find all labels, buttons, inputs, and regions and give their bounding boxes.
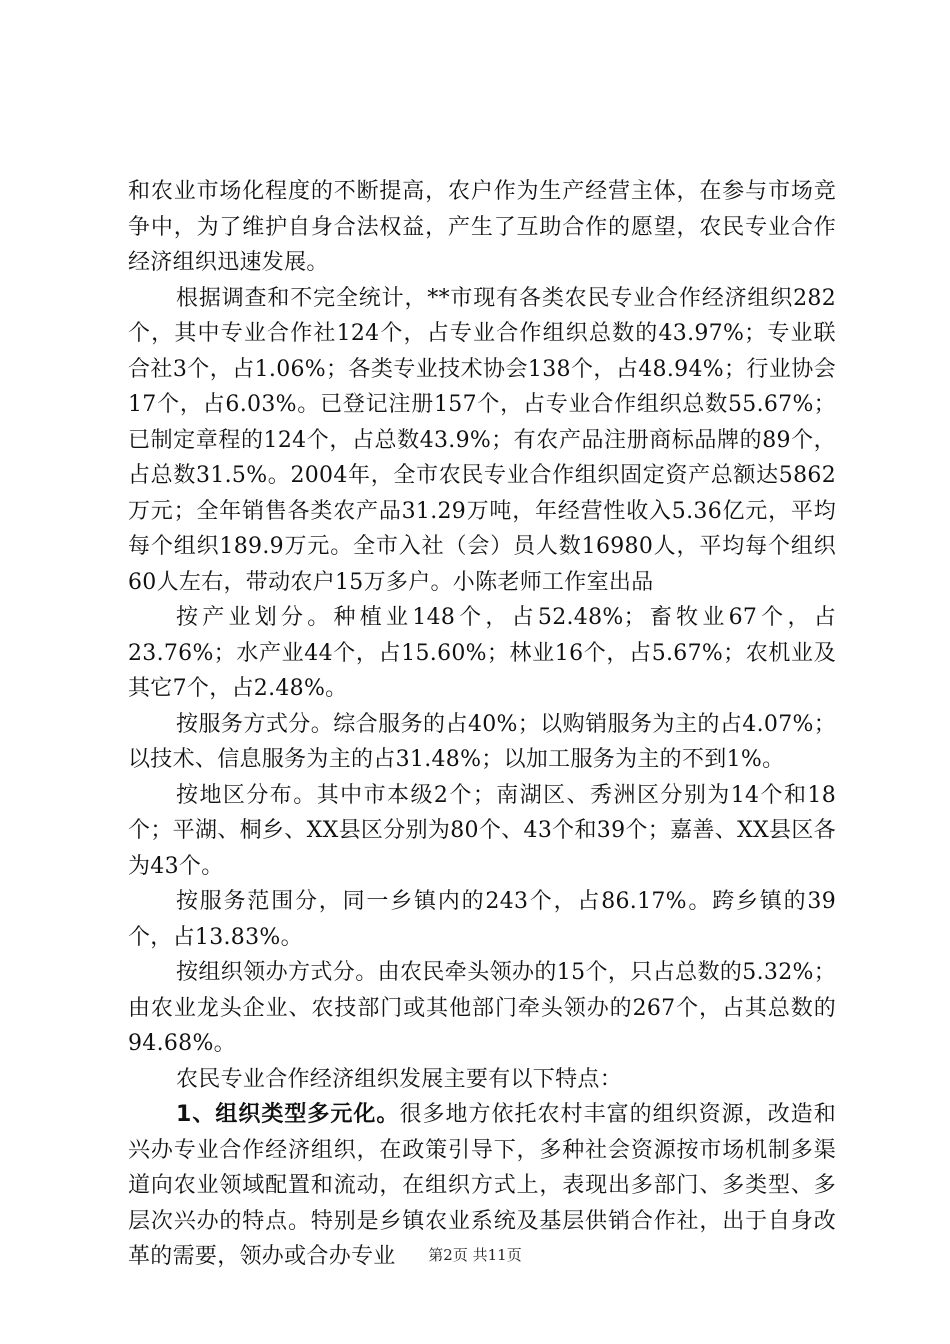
- paragraph-by-region: 按地区分布。其中市本级2个；南湖区、秀洲区分别为14个和18个；平湖、桐乡、XX县区分别为80个、43个和39个；嘉善、XX县区各为43个。: [128, 782, 836, 879]
- paragraph-features-intro: 农民专业合作经济组织发展主要有以下特点：: [176, 1066, 623, 1092]
- feature-1-heading: 1、组织类型多元化。: [176, 1102, 400, 1127]
- paragraph-continuation: 和农业市场化程度的不断提高，农户作为生产经营主体，在参与市场竞争中，为了维护自身合法权益，产生了互助合作的愿望，农民专业合作经济组织迅速发展。: [128, 179, 836, 275]
- paragraph-by-service-mode: 按服务方式分。综合服务的占40%；以购销服务为主的占4.07%；以技术、信息服务为主的占31.48%；以加工服务为主的不到1%。: [128, 711, 836, 772]
- page-footer: [0, 1244, 950, 1265]
- feature-1-text: 很多地方依托农村丰富的组织资源，改造和兴办专业合作经济组织，在政策引导下，多种社会资源按市场机制多渠道向农业领域配置和流动，在组织方式上，表现出多部门、多类型、多层次兴办的特点。特别是乡镇农业系统及基层供销合作社，出于自身改革的需要，领办或合办专业: [128, 1102, 837, 1269]
- document-body: [128, 174, 836, 1275]
- paragraph-by-leadership: 按组织领办方式分。由农民牵头领办的15个，只占总数的5.32%；由农业龙头企业、农技部门或其他部门牵头领办的267个，占其总数的94.68%。: [128, 960, 836, 1056]
- page-number-label: 第2页 共11页: [428, 1246, 522, 1264]
- paragraph-statistics: 根据调查和不完全统计，**市现有各类农民专业合作经济组织282个，其中专业合作社124个，占专业合作组织总数的43.97%；专业联合社3个，占1.06%；各类专业技术协会138个，占48.94%；行业协会17个，占6.03%。已登记注册157个，占专业合作组织总数55.67%；已制定章程的124个，占总数43.9%；有农产品注册商标品牌的89个，占总数31.5%。2004年，全市农民专业合作组织固定资产总额达5862万元；全年销售各类农产品31.29万吨，年经营性收入5.36亿元，平均每个组织189.9万元。全市入社（会）员人数16980人，平均每个组织60人左右，带动农户15万多户。小陈老师工作室出品: [128, 285, 836, 595]
- paragraph-by-service-scope: 按服务范围分，同一乡镇内的243个，占86.17%。跨乡镇的39个，占13.83%。: [128, 889, 836, 950]
- paragraph-by-industry: 按产业划分。种植业148个，占52.48%；畜牧业67个，占23.76%；水产业44个，占15.60%；林业16个，占5.67%；农机业及其它7个，占2.48%。: [128, 605, 836, 701]
